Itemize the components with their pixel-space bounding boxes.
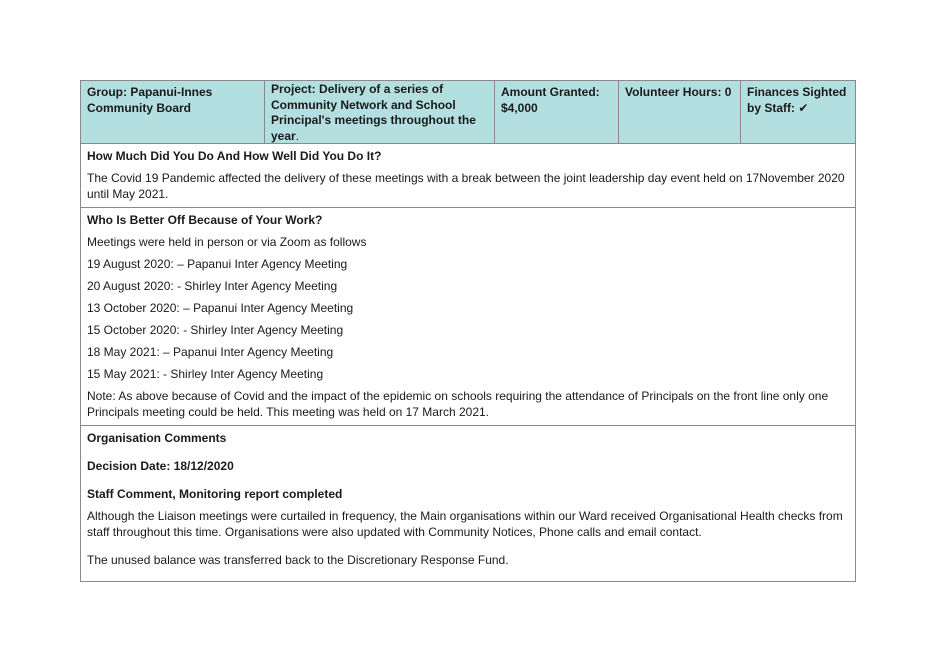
better-off-title: Who Is Better Off Because of Your Work?: [87, 213, 323, 227]
meetings-note: Note: As above because of Covid and the impact of the epidemic on schools requiring the attendance of Principals on the front line only one Principals meeting could be held. This meeting was held on 17 March 2021.: [87, 389, 829, 419]
meeting-item: 15 May 2021: - Shirley Inter Agency Meeting: [87, 367, 324, 381]
comments-section: [81, 426, 855, 581]
project-text: Delivery of a series of Community Network and School Principal's meetings throughout the year: [271, 82, 476, 143]
project-cell: [265, 81, 495, 143]
report-header-row: [81, 81, 855, 144]
staff-comment-title: Staff Comment, Monitoring report completed: [87, 487, 343, 501]
how-much-title: How Much Did You Do And How Well Did You Do It?: [87, 149, 382, 163]
better-off-section: [81, 208, 855, 426]
meeting-list: [87, 256, 849, 382]
volunteer-hours-cell: Volunteer Hours: 0: [619, 81, 741, 143]
group-cell: Group: Papanui-Innes Community Board: [81, 81, 265, 143]
meeting-item: 20 August 2020: - Shirley Inter Agency Meeting: [87, 279, 338, 293]
finances-sighted-cell: Finances Sighted by Staff: ✔: [747, 85, 847, 115]
organisation-comments-title: Organisation Comments: [87, 431, 227, 445]
how-much-section: [81, 144, 855, 208]
decision-date: Decision Date: 18/12/2020: [87, 459, 234, 473]
meeting-item: 19 August 2020: – Papanui Inter Agency Meeting: [87, 257, 348, 271]
staff-comment-text: Although the Liaison meetings were curtailed in frequency, the Main organisations within our Ward received Organisational Health checks from staff throughout this time. Organisations were also updated with Community Notices, Phone calls and email contact.: [87, 509, 843, 539]
meetings-intro: Meetings were held in person or via Zoom as follows: [87, 235, 367, 249]
meeting-item: 18 May 2021: – Papanui Inter Agency Meeting: [87, 345, 334, 359]
project-label: Project:: [271, 82, 316, 96]
meeting-item: 15 October 2020: - Shirley Inter Agency Meeting: [87, 323, 344, 337]
how-much-text: The Covid 19 Pandemic affected the delivery of these meetings with a break between the joint leadership day event held on 17November 2020 until May 2021.: [87, 171, 845, 201]
project-suffix: .: [295, 128, 300, 143]
unused-balance-note: The unused balance was transferred back to the Discretionary Response Fund.: [87, 553, 509, 567]
meeting-item: 13 October 2020: – Papanui Inter Agency Meeting: [87, 301, 354, 315]
amount-granted-cell: Amount Granted: $4,000: [495, 81, 619, 143]
report-table: [80, 80, 856, 582]
